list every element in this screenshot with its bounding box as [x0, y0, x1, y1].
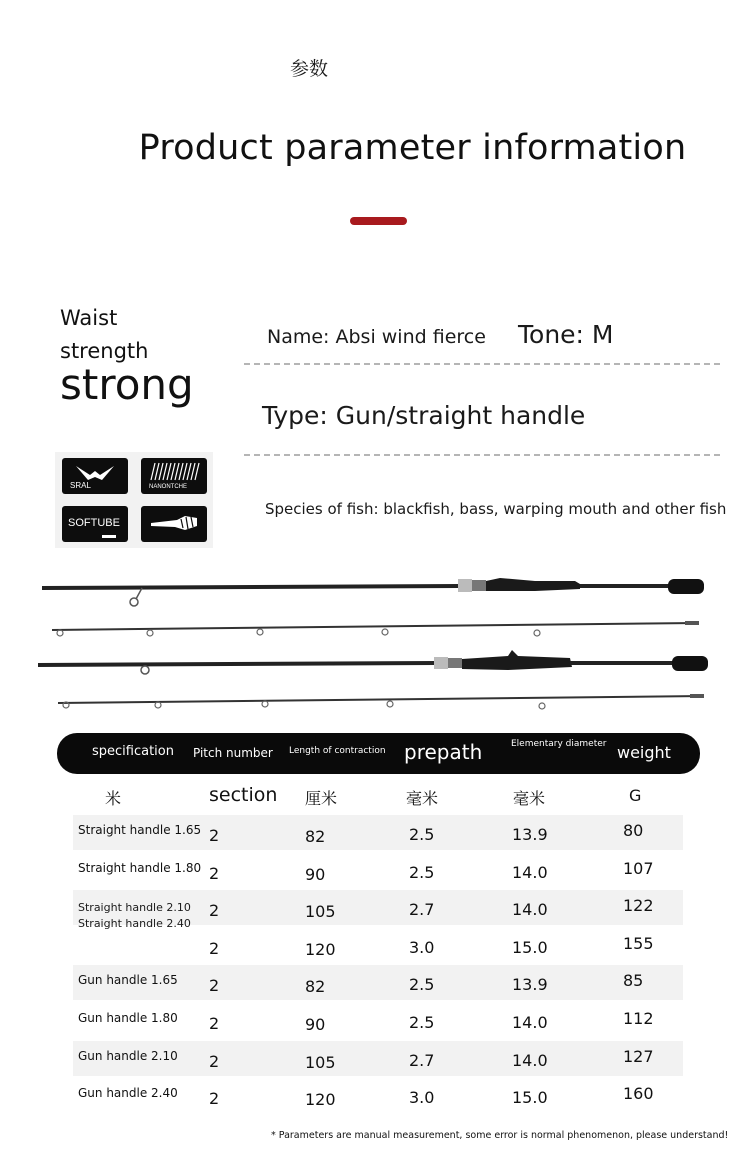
table-cell-prepath: 2.5 — [409, 1013, 435, 1032]
table-cell-name: Straight handle 1.65 — [78, 823, 202, 837]
hand-grip-icon — [141, 506, 207, 542]
unit-weight: G — [629, 786, 642, 805]
table-cell-pitch: 2 — [209, 864, 220, 883]
table-cell-length: 82 — [305, 977, 326, 996]
table-cell-elementary: 14.0 — [512, 1051, 548, 1070]
unit-prepath: 毫米 — [406, 789, 439, 808]
badge-label: NANONTCHE — [149, 484, 188, 490]
badge-label: SOFTUBE — [68, 517, 120, 529]
table-cell-pitch: 2 — [209, 939, 220, 958]
spec-table-header — [57, 733, 700, 774]
header-length-of-contraction: Length of contraction — [289, 746, 386, 756]
table-cell-length: 90 — [305, 1015, 326, 1034]
table-cell-prepath: 3.0 — [409, 938, 435, 957]
footnote: * Parameters are manual measurement, some error is normal phenomenon, please understand! — [271, 1130, 729, 1141]
page-title: Product parameter information — [138, 128, 687, 168]
cn-section-label: 参数 — [290, 58, 329, 80]
table-cell-weight: 127 — [623, 1047, 654, 1066]
badge-label: SRAL — [70, 481, 91, 490]
table-cell-weight: 122 — [623, 896, 654, 915]
table-cell-weight: 160 — [623, 1084, 654, 1103]
table-cell-prepath: 2.5 — [409, 863, 435, 882]
table-cell-name: Straight handle 1.80 — [78, 861, 202, 875]
unit-elementary: 毫米 — [513, 789, 546, 808]
table-cell-pitch: 2 — [209, 1089, 220, 1108]
table-cell-elementary: 14.0 — [512, 1013, 548, 1032]
header-prepath: prepath — [404, 740, 483, 764]
header-elementary-diameter: Elementary diameter — [511, 739, 607, 749]
merged-row-label: Straight handle 2.10 Straight handle 2.40 — [78, 901, 191, 930]
table-cell-elementary: 14.0 — [512, 863, 548, 882]
table-cell-elementary: 13.9 — [512, 825, 548, 844]
rod-straight-butt — [42, 578, 704, 606]
table-cell-weight: 80 — [623, 821, 644, 840]
table-cell-pitch: 2 — [209, 1014, 220, 1033]
table-cell-length: 105 — [305, 902, 336, 921]
table-cell-weight: 112 — [623, 1009, 654, 1028]
table-cell-pitch: 2 — [209, 976, 220, 995]
rod-gun-butt — [38, 650, 708, 674]
feature-badges — [55, 452, 213, 548]
unit-pitch: section — [209, 784, 278, 806]
badge-nanontche — [141, 458, 207, 494]
table-cell-pitch: 2 — [209, 1052, 220, 1071]
table-cell-length: 120 — [305, 1090, 336, 1109]
rod-tip-section — [58, 694, 704, 709]
table-cell-name: Gun handle 2.10 — [78, 1049, 178, 1063]
waist-label-line2: strength — [60, 339, 149, 363]
table-cell-length: 105 — [305, 1053, 336, 1072]
fishing-rods-image — [30, 570, 720, 720]
badge-sral — [62, 458, 128, 494]
header-weight: weight — [617, 743, 671, 762]
unit-length: 厘米 — [305, 789, 338, 808]
table-cell-pitch: 2 — [209, 901, 220, 920]
product-tone: Tone: M — [518, 320, 614, 349]
header-specification: specification — [92, 744, 174, 759]
unit-spec: 米 — [105, 789, 122, 808]
table-cell-prepath: 2.5 — [409, 825, 435, 844]
divider-dashed — [244, 454, 720, 456]
badge-softube — [62, 506, 128, 542]
badge-grip — [141, 506, 207, 542]
divider-dashed — [244, 363, 720, 365]
table-cell-elementary: 14.0 — [512, 900, 548, 919]
table-cell-weight: 85 — [623, 971, 644, 990]
table-cell-name: Gun handle 2.40 — [78, 1086, 178, 1100]
table-cell-length: 90 — [305, 865, 326, 884]
table-cell-prepath: 2.5 — [409, 975, 435, 994]
table-cell-prepath: 3.0 — [409, 1088, 435, 1107]
table-cell-pitch: 2 — [209, 826, 220, 845]
table-cell-name: Gun handle 1.65 — [78, 973, 178, 987]
table-cell-elementary: 15.0 — [512, 938, 548, 957]
waist-label-line1: Waist — [60, 306, 118, 330]
product-species: Species of fish: blackfish, bass, warping mouth and other fish — [265, 500, 727, 518]
waist-strength-label — [60, 302, 148, 368]
table-cell-weight: 107 — [623, 859, 654, 878]
table-cell-prepath: 2.7 — [409, 1051, 435, 1070]
table-cell-name: Gun handle 1.80 — [78, 1011, 178, 1025]
table-cell-elementary: 15.0 — [512, 1088, 548, 1107]
product-type: Type: Gun/straight handle — [262, 401, 586, 430]
table-cell-prepath: 2.7 — [409, 900, 435, 919]
table-cell-weight: 155 — [623, 934, 654, 953]
table-cell-length: 82 — [305, 827, 326, 846]
table-cell-length: 120 — [305, 940, 336, 959]
rod-tip-section — [52, 621, 699, 636]
waist-strength-value: strong — [60, 360, 194, 409]
table-cell-elementary: 13.9 — [512, 975, 548, 994]
product-name: Name: Absi wind fierce — [267, 326, 486, 348]
title-accent-bar — [350, 217, 407, 225]
header-pitch-number: Pitch number — [193, 746, 273, 760]
